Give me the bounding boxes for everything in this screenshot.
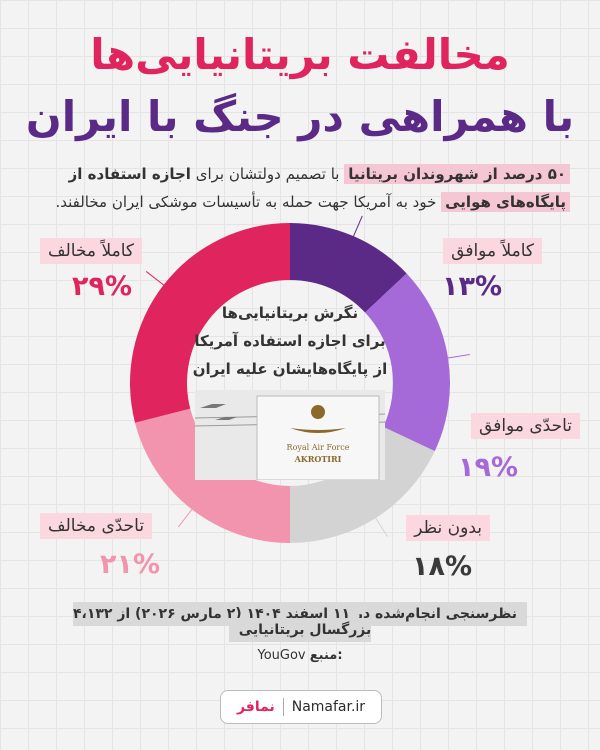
sign-text-2: AKROTIRI <box>294 454 342 464</box>
label-strongly-oppose: کاملاً مخالف <box>40 238 142 264</box>
center-text-1: نگرش بریتانیایی‌ها <box>221 304 359 322</box>
crown-icon <box>311 405 325 419</box>
intro-bold-3: پایگاه‌های هوایی <box>441 192 570 212</box>
intro-text-1: با تصمیم دولتشان برای <box>190 165 345 183</box>
intro-bold-1: ۵۰ درصد از شهروندان بریتانیا <box>344 164 570 184</box>
leader-line-3 <box>374 515 388 537</box>
intro-text-2: خود به آمریکا جهت حمله به تأسیسات موشکی ایران مخالفند. <box>55 193 442 211</box>
value-strongly-oppose: ۲۹% <box>72 271 133 302</box>
source-value: YouGov <box>257 648 306 663</box>
leader-line-4 <box>178 506 194 527</box>
value-no-opinion: ۱۸% <box>411 551 472 582</box>
leader-line-5 <box>146 271 167 287</box>
brand-logo: نمافر <box>236 699 275 715</box>
leader-line-1 <box>352 216 362 240</box>
label-somewhat-agree: تاحدّی موافق <box>471 413 580 439</box>
survey-note: نظرسنجی انجام‌شده در ۱۱ اسفند ۱۴۰۴ (۲ مارس ۲۰۲۶) از ۴،۱۳۲ بزرگسال بریتانیایی <box>40 606 560 638</box>
brand-separator <box>283 698 284 716</box>
base-sign-illustration <box>195 390 385 480</box>
brand-url[interactable]: Namafar.ir <box>291 699 366 715</box>
value-somewhat-agree: ۱۹% <box>457 452 518 483</box>
sign-text-1: Royal Air Force <box>286 443 350 452</box>
raf-akrotiri-photo <box>195 390 385 480</box>
title-line-2: با همراهی در جنگ با ایران <box>25 92 575 141</box>
donut-segments <box>130 216 470 543</box>
label-strongly-agree: کاملاً موافق <box>443 238 542 264</box>
title-line-1: مخالفت بریتانیایی‌ها <box>90 30 510 79</box>
center-text-2: برای اجازه استفاده آمریکا <box>194 332 386 350</box>
source-label: منبع: <box>309 648 343 663</box>
label-no-opinion: بدون نظر <box>406 515 490 541</box>
value-somewhat-oppose: ۲۱% <box>100 549 161 580</box>
label-somewhat-oppose: تاحدّی مخالف <box>40 513 152 539</box>
source-line <box>0 648 600 663</box>
brand-badge[interactable] <box>220 690 382 724</box>
value-strongly-agree: ۱۳% <box>441 271 502 302</box>
intro-bold-2: اجازه استفاده از <box>68 165 191 183</box>
center-text-3: از پایگاه‌هایشان علیه ایران <box>192 360 388 378</box>
leader-line-2 <box>444 355 470 359</box>
